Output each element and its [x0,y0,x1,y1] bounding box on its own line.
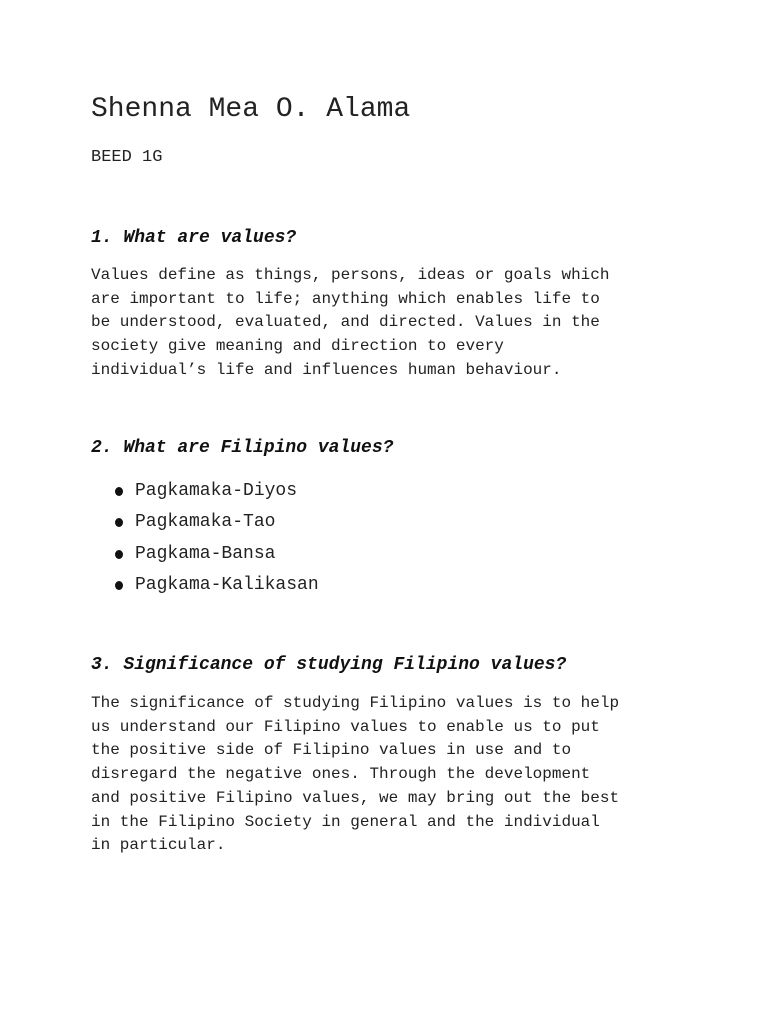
question-1-heading: 1. What are values? [91,228,297,248]
author-name: Shenna Mea O. Alama [91,94,411,125]
question-3-answer: The significance of studying Filipino values is to help us understand our Filipino values to enable us to put the positive side of Filipino values in use and to disregard the negative ones. Through the development and positive Filipino values, we may bring out the best in the Filipino Society in general and the individual in particular. [91,694,620,855]
list-item-label: Pagkamaka-Tao [135,512,276,533]
list-item-label: Pagkama-Bansa [135,543,276,564]
list-item [113,509,319,540]
bullet-icon [115,550,123,559]
list-item [113,478,319,509]
question-2-heading: 2. What are Filipino values? [91,438,394,458]
list-item-label: Pagkama-Kalikasan [135,574,319,595]
list-item [113,541,319,572]
list-item [113,572,319,603]
list-item-label: Pagkamaka-Diyos [135,481,298,501]
question-3-heading: 3. Significance of studying Filipino values? [91,655,567,675]
bullet-icon [115,518,123,527]
bullet-icon [115,581,123,590]
section-code: BEED 1G [91,148,163,167]
question-1-answer: Values define as things, persons, ideas or goals which are important to life; anything which enables life to be understood, evaluated, and directed. Values in the society give meaning and direction to every individual’s life and influences human behaviour. [91,266,610,379]
filipino-values-list [113,478,319,603]
bullet-icon [115,487,123,496]
